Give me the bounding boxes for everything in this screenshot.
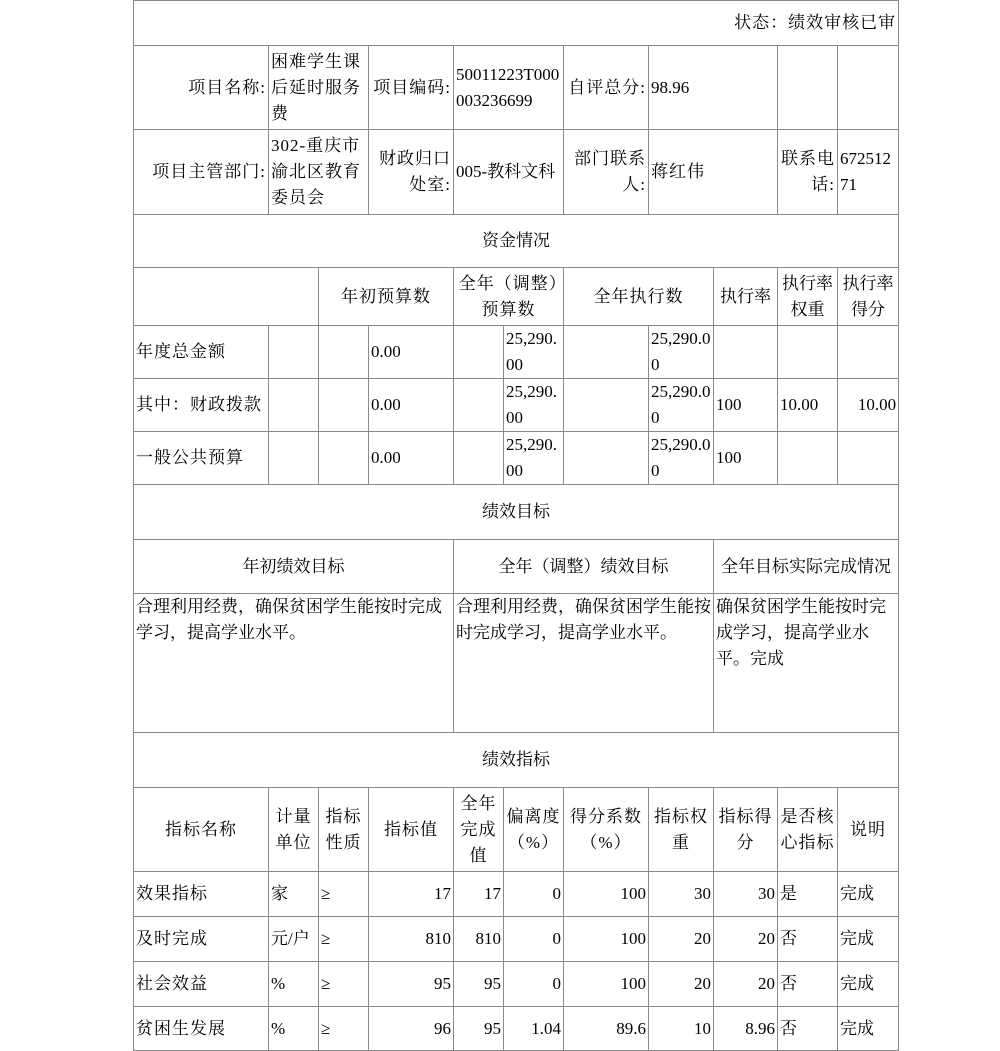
funds-row: [134, 379, 899, 432]
funds-header: 执行率权重: [778, 268, 838, 326]
goals-title: 绩效目标: [134, 485, 899, 540]
funds-score: 10.00: [838, 379, 899, 432]
indicator-core: 否: [778, 962, 838, 1007]
empty-cell: [134, 268, 319, 326]
indicator-note: 完成: [838, 962, 899, 1007]
empty-cell: [838, 46, 899, 130]
indicator-actual: 95: [454, 1007, 504, 1051]
indicator-row: [134, 1007, 899, 1051]
empty-cell: [454, 379, 504, 432]
indicators-header: 全年完成值: [454, 788, 504, 872]
indicator-actual: 17: [454, 872, 504, 917]
status-text: 状态：绩效审核已审: [134, 1, 899, 46]
indicator-row: [134, 917, 899, 962]
funds-row-name: 年度总金额: [134, 326, 269, 379]
funds-rate: [714, 326, 778, 379]
indicators-header-row: [134, 788, 899, 872]
dept-label: 项目主管部门:: [134, 130, 269, 215]
indicators-header: 指标名称: [134, 788, 269, 872]
contact-label: 部门联系人:: [564, 130, 649, 215]
phone: 67251271: [838, 130, 899, 215]
indicator-name: 社会效益: [134, 962, 269, 1007]
funds-executed: 25,290.00: [649, 379, 714, 432]
indicator-target: 810: [369, 917, 454, 962]
project-name: 困难学生课后延时服务费: [269, 46, 369, 130]
project-code: 50011223T000003236699: [454, 46, 564, 130]
indicator-note: 完成: [838, 917, 899, 962]
indicator-coefficient: 100: [564, 962, 649, 1007]
indicator-note: 完成: [838, 1007, 899, 1051]
indicators-title: 绩效指标: [134, 733, 899, 788]
funds-score: [838, 432, 899, 485]
empty-cell: [778, 46, 838, 130]
indicator-name: 贫困生发展: [134, 1007, 269, 1051]
indicator-row: [134, 962, 899, 1007]
funds-executed: 25,290.00: [649, 432, 714, 485]
indicator-deviation: 0: [504, 872, 564, 917]
funds-executed: 25,290.00: [649, 326, 714, 379]
contact: 蒋红伟: [649, 130, 778, 215]
office-label: 财政归口处室:: [369, 130, 454, 215]
goal-adjusted: 合理利用经费，确保贫困学生能按时完成学习，提高学业水平。: [454, 594, 714, 733]
goals-header: 年初绩效目标: [134, 540, 454, 594]
empty-cell: [454, 432, 504, 485]
indicator-unit: %: [269, 1007, 319, 1051]
empty-cell: [454, 326, 504, 379]
indicators-header: 指标权重: [649, 788, 714, 872]
indicator-weight: 10: [649, 1007, 714, 1051]
funds-initial: 0.00: [369, 432, 454, 485]
indicator-core: 否: [778, 917, 838, 962]
self-score: 98.96: [649, 46, 778, 130]
indicator-unit: %: [269, 962, 319, 1007]
indicator-coefficient: 100: [564, 917, 649, 962]
indicators-header: 得分系数（%）: [564, 788, 649, 872]
indicators-header: 计量单位: [269, 788, 319, 872]
funds-adjusted: 25,290.00: [504, 379, 564, 432]
funds-title: 资金情况: [134, 215, 899, 268]
indicators-header: 说明: [838, 788, 899, 872]
funds-initial: 0.00: [369, 379, 454, 432]
goals-header: 全年（调整）绩效目标: [454, 540, 714, 594]
indicator-row: [134, 872, 899, 917]
empty-cell: [269, 432, 319, 485]
office: 005-教科文科: [454, 130, 564, 215]
indicator-note: 完成: [838, 872, 899, 917]
funds-row-name: 其中：财政拨款: [134, 379, 269, 432]
indicator-weight: 20: [649, 917, 714, 962]
funds-score: [838, 326, 899, 379]
indicator-name: 效果指标: [134, 872, 269, 917]
indicator-nature: ≥: [319, 917, 369, 962]
indicator-score: 20: [714, 962, 778, 1007]
empty-cell: [319, 326, 369, 379]
indicators-header: 是否核心指标: [778, 788, 838, 872]
funds-rate: 100: [714, 379, 778, 432]
funds-header: 全年（调整）预算数: [454, 268, 564, 326]
performance-report-table: [133, 0, 899, 1051]
dept: 302-重庆市渝北区教育委员会: [269, 130, 369, 215]
project-name-label: 项目名称:: [134, 46, 269, 130]
funds-initial: 0.00: [369, 326, 454, 379]
funds-row: [134, 432, 899, 485]
indicators-header: 指标值: [369, 788, 454, 872]
goals-header: 全年目标实际完成情况: [714, 540, 899, 594]
empty-cell: [564, 326, 649, 379]
indicator-weight: 30: [649, 872, 714, 917]
indicator-coefficient: 89.6: [564, 1007, 649, 1051]
indicator-coefficient: 100: [564, 872, 649, 917]
funds-header: 执行率: [714, 268, 778, 326]
empty-cell: [269, 379, 319, 432]
funds-weight: [778, 432, 838, 485]
empty-cell: [564, 432, 649, 485]
indicator-target: 95: [369, 962, 454, 1007]
phone-label: 联系电话:: [778, 130, 838, 215]
indicator-score: 8.96: [714, 1007, 778, 1051]
goal-actual: 确保贫困学生能按时完成学习，提高学业水平。完成: [714, 594, 899, 733]
empty-cell: [319, 432, 369, 485]
indicator-score: 20: [714, 917, 778, 962]
funds-header: 全年执行数: [564, 268, 714, 326]
indicator-name: 及时完成: [134, 917, 269, 962]
funds-adjusted: 25,290.00: [504, 432, 564, 485]
indicator-core: 是: [778, 872, 838, 917]
score-label: 自评总分:: [564, 46, 649, 130]
indicators-header: 指标性质: [319, 788, 369, 872]
funds-header: 年初预算数: [319, 268, 454, 326]
indicator-score: 30: [714, 872, 778, 917]
indicator-weight: 20: [649, 962, 714, 1007]
indicator-unit: 家: [269, 872, 319, 917]
indicator-unit: 元/户: [269, 917, 319, 962]
indicator-nature: ≥: [319, 872, 369, 917]
indicator-actual: 95: [454, 962, 504, 1007]
indicator-core: 否: [778, 1007, 838, 1051]
indicator-actual: 810: [454, 917, 504, 962]
funds-adjusted: 25,290.00: [504, 326, 564, 379]
indicators-header: 指标得分: [714, 788, 778, 872]
indicator-deviation: 0: [504, 962, 564, 1007]
empty-cell: [269, 326, 319, 379]
funds-header: 执行率得分: [838, 268, 899, 326]
empty-cell: [319, 379, 369, 432]
indicator-target: 96: [369, 1007, 454, 1051]
indicators-header: 偏离度（%）: [504, 788, 564, 872]
goal-initial: 合理利用经费，确保贫困学生能按时完成学习，提高学业水平。: [134, 594, 454, 733]
funds-weight: [778, 326, 838, 379]
indicator-target: 17: [369, 872, 454, 917]
indicator-nature: ≥: [319, 1007, 369, 1051]
project-code-label: 项目编码:: [369, 46, 454, 130]
indicator-nature: ≥: [319, 962, 369, 1007]
funds-rate: 100: [714, 432, 778, 485]
indicator-deviation: 0: [504, 917, 564, 962]
funds-row: [134, 326, 899, 379]
funds-weight: 10.00: [778, 379, 838, 432]
indicator-deviation: 1.04: [504, 1007, 564, 1051]
funds-row-name: 一般公共预算: [134, 432, 269, 485]
empty-cell: [564, 379, 649, 432]
